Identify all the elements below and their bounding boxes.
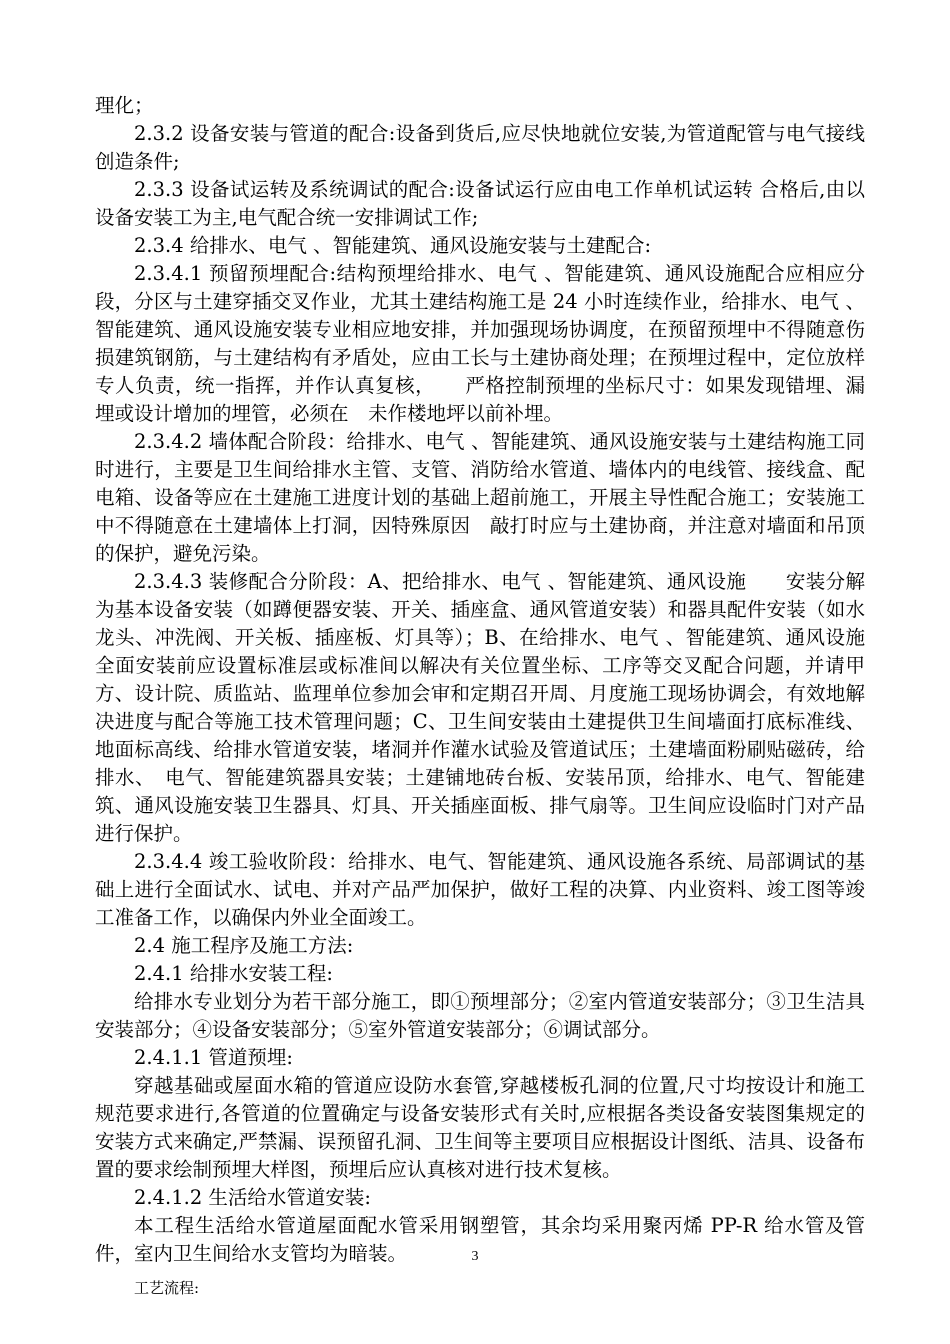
- paragraph: 2.3.4.4 竣工验收阶段：给排水、电气、智能建筑、通风设施各系统、局部调试的基础上进行全面试水、试电、并对产品严加保护，做好工程的决算、内业资料、竣工图等竣工准备工作，以确保内外业全面竣工。: [95, 850, 865, 929]
- section-heading: 2.4 施工程序及施工方法:: [134, 934, 354, 957]
- paragraph: 理化；: [95, 94, 154, 117]
- paragraph: 2.3.4.3 装修配合分阶段：A、把给排水、电气 、智能建筑、通风设施 安装分解为基本设备安装（如蹲便器安装、开关、插座盒、通风管道安装）和器具配件安装（如水龙头、冲洗阀、开关板、插座板、灯具等）；B、在给排水、电气 、智能建筑、通风设施全面安装前应设置标准层或标准间以解决有关位置坐标、工序等交叉配合问题，并请甲方、设计院、质监站、监理单位参加会审和定期召开周、月度施工现场协调会，有效地解决进度与配合等施工技术管理问题；C、卫生间安装由土建提供卫生间墙面打底标准线、地面标高线、给排水管道安装，堵洞并作灌水试验及管道试压；土建墙面粉刷贴磁砖，给排水、 电气、智能建筑器具安装；土建铺地砖台板、安装吊顶，给排水、电气、智能建筑、通风设施安装卫生器具、灯具、开关插座面板、排气扇等。卫生间应设临时门对产品进行保护。: [95, 570, 865, 845]
- paragraph: 2.3.2 设备安装与管道的配合:设备到货后,应尽快地就位安装,为管道配管与电气接线创造条件;: [95, 122, 865, 173]
- section-heading: 2.4.1.1 管道预埋:: [134, 1046, 293, 1069]
- paragraph: 2.3.4.1 预留预埋配合:结构预埋给排水、电气 、智能建筑、通风设施配合应相应分段，分区与土建穿插交叉作业，尤其土建结构施工是 24 小时连续作业，给排水、电气 、智能建筑、通风设施安装专业相应地安排，并加强现场协调度，在预留预埋中不得随意伤损建筑钢筋，与土建结构有矛盾处，应由工长与土建协商处理；在预埋过程中，定位放样专人负责，统一指挥，并作认真复核， 严格控制预埋的坐标尺寸：如果发现错埋、漏埋或设计增加的埋管，必须在 未作楼地坪以前补埋。: [95, 262, 865, 425]
- body-text: [95, 92, 865, 1302]
- paragraph: 给排水专业划分为若干部分施工，即①预埋部分；②室内管道安装部分；③卫生洁具安装部分；④设备安装部分；⑤室外管道安装部分；⑥调试部分。: [95, 990, 865, 1041]
- section-heading: 2.4.1 给排水安装工程:: [134, 962, 333, 985]
- paragraph: 2.3.3 设备试运转及系统调试的配合:设备试运行应由电工作单机试运转 合格后,由以设备安装工为主,电气配合统一安排调试工作;: [95, 178, 865, 229]
- paragraph: 穿越基础或屋面水箱的管道应设防水套管,穿越楼板孔洞的位置,尺寸均按设计和施工规范要求进行,各管道的位置确定与设备安装形式有关时,应根据各类设备安装图集规定的安装方式来确定,严禁漏、误预留孔洞、卫生间等主要项目应根据设计图纸、洁具、设备布置的要求绘制预埋大样图，预埋后应认真核对进行技术复核。: [95, 1074, 865, 1181]
- paragraph: 本工程生活给水管道屋面配水管采用钢塑管，其余均采用聚丙烯 PP-R 给水管及管件，室内卫生间给水支管均为暗装。: [95, 1214, 865, 1265]
- page-number: 3: [471, 1249, 479, 1264]
- paragraph: 2.3.4.2 墙体配合阶段：给排水、电气 、智能建筑、通风设施安装与土建结构施工同时进行，主要是卫生间给排水主管、支管、消防给水管道、墙体内的电线管、接线盒、配电箱、设备等应在土建施工进度计划的基础上超前施工，开展主导性配合施工；安装施工中不得随意在土建墙体上打洞，因特殊原因 敲打时应与土建协商，并注意对墙面和吊顶的保护，避免污染。: [95, 430, 865, 565]
- section-heading: 2.4.1.2 生活给水管道安装:: [134, 1186, 371, 1209]
- process-caption: 工艺流程:: [134, 1279, 200, 1297]
- paragraph: 2.3.4 给排水、电气 、智能建筑、通风设施安装与土建配合:: [134, 234, 652, 257]
